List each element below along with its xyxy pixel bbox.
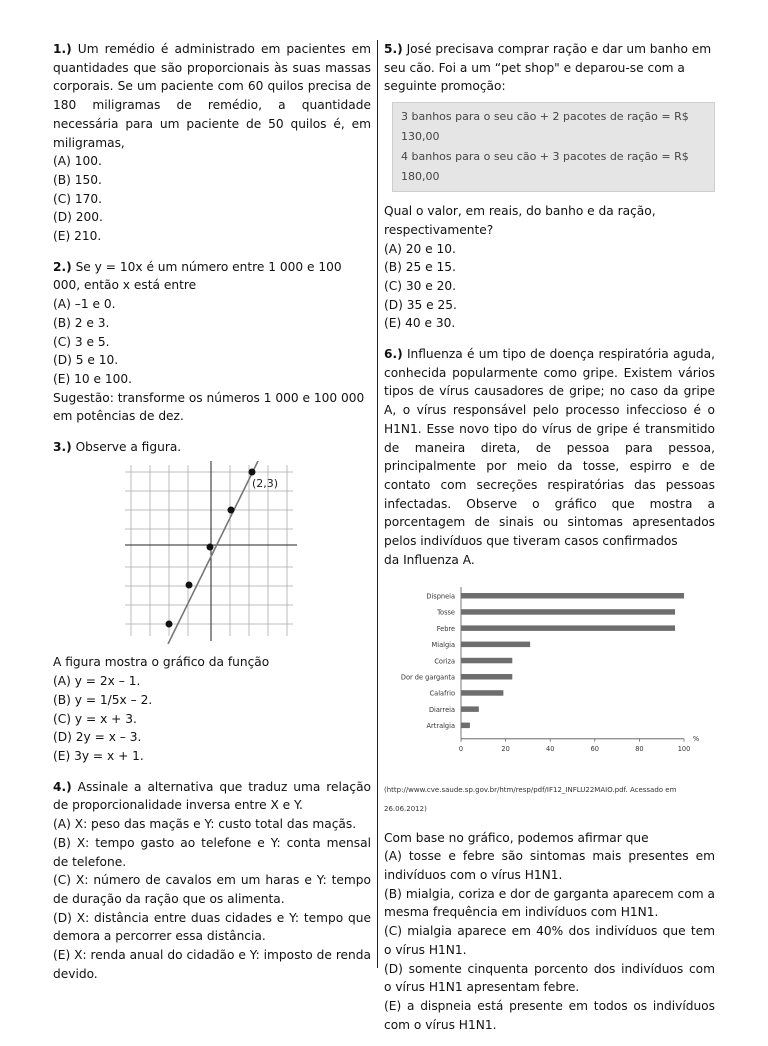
q2-option-a: (A) –1 e 0. (53, 297, 116, 312)
question-3 (53, 438, 371, 766)
bar-tosse (461, 610, 675, 616)
q5-option-c: (C) 30 e 20. (384, 278, 457, 293)
q1-option-c: (C) 170. (53, 191, 103, 206)
q4-option-d: (D) X: distância entre duas cidades e Y: tempo que demora a percorrer essa distância. (53, 910, 371, 944)
q2-number: 2.) (53, 259, 72, 274)
q5-number: 5.) (384, 42, 403, 56)
q6-question: Com base no gráfico, podemos afirmar que (384, 830, 649, 845)
promo-line-2: 4 banhos para o seu cão + 3 pacotes de ração = R$ 180,00 (401, 150, 689, 184)
bar-calafrio (461, 691, 503, 697)
q2-option-c: (C) 3 e 5. (53, 334, 110, 349)
q2-hint: Sugestão: transforme os números 1 000 e 100 000 em potências de dez. (53, 390, 365, 424)
x-tick-label: 60 (590, 745, 599, 754)
bar-diarreia (461, 707, 479, 713)
bar-coriza (461, 658, 512, 664)
x-tick-label: 100 (677, 745, 691, 754)
q1-option-a: (A) 100. (53, 154, 102, 169)
category-label: Febre (436, 625, 455, 634)
q4-option-e: (E) X: renda anual do cidadão e Y: imposto de renda devido. (53, 948, 371, 981)
q3-text: Observe a figura. (75, 440, 182, 455)
bar-mialgia (461, 642, 530, 648)
q1-option-b: (B) 150. (53, 172, 102, 187)
q5-text: José precisava comprar ração e dar um banho em seu cão. Foi a um “pet shop" e deparou-se com a seguinte promoção: (384, 42, 712, 94)
q2-text: Se y = 10x é um número entre 1 000 e 100 000, então x está entre (53, 259, 342, 293)
q5-option-a: (A) 20 e 10. (384, 241, 456, 256)
x-tick-label: 0 (458, 745, 464, 754)
q3-option-e: (E) 3y = x + 1. (53, 748, 144, 763)
q5-question: Qual o valor, em reais, do banho e da ração, respectivamente? (384, 204, 656, 237)
q2-option-b: (B) 2 e 3. (53, 315, 110, 330)
q4-option-b: (B) X: tempo gasto ao telefone e Y: conta mensal de telefone. (53, 835, 371, 869)
category-label: Artralgia (426, 722, 455, 731)
left-column (53, 40, 371, 995)
category-label: Dor de garganta (400, 673, 455, 682)
q3-number: 3.) (53, 440, 72, 455)
q6-option-c: (C) mialgia aparece em 40% dos indivíduos que tem o vírus H1N1. (384, 924, 715, 957)
q1-option-e: (E) 210. (53, 229, 102, 244)
unit-label: % (692, 735, 700, 744)
category-label: Tosse (437, 609, 455, 618)
q2-option-e: (E) 10 e 100. (53, 371, 132, 386)
category-label: Mialgia (431, 641, 455, 650)
q4-option-a: (A) X: peso das maçãs e Y: custo total das maçãs. (53, 817, 357, 832)
q3-option-a: (A) y = 2x – 1. (53, 674, 141, 689)
q6-text-end: da Influenza A. (384, 552, 475, 567)
q3-caption: A figura mostra o gráfico da função (53, 655, 270, 670)
point-3 (207, 543, 214, 550)
q6-option-a: (A) tosse e febre são sintomas mais presentes em indivíduos com o vírus H1N1. (384, 849, 715, 882)
point-2 (228, 506, 235, 513)
q6-option-d: (D) somente cinquenta porcento dos indivíduos com o vírus H1N1 apresentam febre. (384, 961, 715, 995)
q5-option-d: (D) 35 e 25. (384, 297, 457, 312)
q5-option-b: (B) 25 e 15. (384, 260, 456, 275)
q4-text: Assinale a alternativa que traduz uma relação de proporcionalidade inversa entre X e Y. (53, 779, 371, 813)
category-label: Diarreia (428, 706, 455, 715)
line-graph-figure (125, 461, 300, 644)
question-6 (384, 345, 715, 1034)
right-column (384, 40, 715, 1046)
q5-option-e: (E) 40 e 30. (384, 316, 456, 331)
q3-option-b: (B) y = 1/5x – 2. (53, 692, 153, 707)
x-tick-label: 80 (635, 745, 644, 754)
promotion-box (392, 102, 715, 192)
category-label: Calafrio (429, 690, 455, 699)
q3-option-d: (D) 2y = x – 3. (53, 730, 142, 745)
q4-option-c: (C) X: número de cavalos em um haras e Y: tempo de duração da ração que os alimenta. (53, 873, 371, 906)
symptom-bar-chart (388, 579, 708, 769)
x-tick-label: 20 (501, 745, 510, 754)
point-label: (2,3) (252, 476, 279, 490)
question-5 (384, 40, 715, 333)
q3-option-c: (C) y = x + 3. (53, 711, 137, 726)
question-2 (53, 258, 371, 426)
bar-dispneia (461, 593, 684, 599)
chart-source: (http://www.cve.saude.sp.gov.br/htm/resp/pdf/IF12_INFLU22MAIO.pdf. Acessado em 26.06.2012) (384, 786, 677, 813)
category-label: Coriza (434, 657, 455, 666)
q6-option-e: (E) a dispneia está presente em todos os indivíduos com o vírus H1N1. (384, 998, 715, 1032)
question-4 (53, 778, 371, 984)
x-tick-label: 40 (546, 745, 555, 754)
column-divider (377, 40, 378, 968)
point-1 (249, 468, 256, 475)
q6-option-b: (B) mialgia, coriza e dor de garganta aparecem com a mesma frequência em indivíduos com H1N1. (384, 886, 715, 920)
q2-option-d: (D) 5 e 10. (53, 353, 119, 368)
q1-text: Um remédio é administrado em pacientes em quantidades que são proporcionais às suas massas corporais. Se um paciente com 60 quilos precisa de 180 miligramas de remédio, a quantidade necessária para um paciente de 50 quilos é, em miligramas, (53, 42, 372, 150)
q1-option-d: (D) 200. (53, 210, 103, 225)
q4-number: 4.) (53, 779, 72, 794)
bar-artralgia (461, 723, 470, 729)
q1-number: 1.) (53, 42, 72, 56)
function-line (168, 461, 259, 644)
bar-febre (461, 626, 675, 632)
point-5 (166, 620, 173, 627)
promo-line-1: 3 banhos para o seu cão + 2 pacotes de ração = R$ 130,00 (401, 110, 689, 144)
q6-number: 6.) (384, 347, 403, 362)
category-label: Dispneia (426, 592, 455, 601)
point-4 (186, 581, 193, 588)
q6-text: Influenza é um tipo de doença respiratória aguda, conhecida popularmente como gripe. Existem vários tipos de vírus causadores de gripe; no caso da gripe A, o vírus responsável pelo processo infeccioso é o H1N1. Esse novo tipo do vírus de gripe é transmitido de maneira direta, de pessoa para pessoa, principalmente por meio da tosse, espirro e de contato com secreções respiratórias das pessoas infectadas. Observe o gráfico que mostra a porcentagem de sinais ou sintomas apresentados pelos indivíduos que tiveram casos confirmados (384, 347, 716, 549)
question-1 (53, 40, 371, 246)
bar-dor-de-garganta (461, 674, 512, 680)
